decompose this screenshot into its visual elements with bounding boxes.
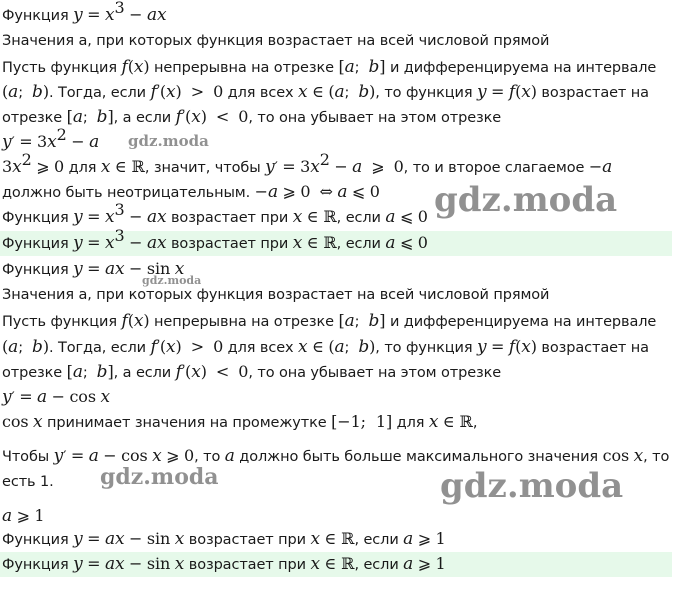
part2-subtitle: Значения a, при которых функция возрастает на всей числовой прямой: [2, 287, 550, 303]
part2-line6: cos x принимает значения на промежутке [−1; 1] для x ∈ ℝ,: [2, 412, 478, 432]
part1-subtitle: Значения a, при которых функция возрастает на всей числовой прямой: [2, 33, 550, 49]
part2-theory-line2: (a; b). Тогда, если f′(x) > 0 для всех x ∈ (a; b), то функция y = f(x) возрастает на: [2, 337, 649, 357]
part1-derivative: $y' = 3x^2 - a$: [2, 125, 100, 152]
part1-theory-line1: Пусть функция f(x) непрерывна на отрезке [a; b] и дифференцируема на интервале: [2, 57, 657, 77]
part2-line7: Чтобы y′ = a − cos x ⩾ 0, то a должно быть больше максимального значения cos x, то: [2, 446, 670, 466]
part1-conclusion: Функция $y = x^3$ − ax возрастает при x ∈ ℝ, если a ⩽ 0: [2, 200, 428, 227]
part1-theory-line3: отрезке [a; b], а если f′(x) < 0, то она убывает на этом отрезке: [2, 107, 502, 127]
part2-line8: есть 1.: [2, 474, 54, 490]
part2-title: Функция y = ax − sin x: [2, 259, 185, 279]
part1-title: Функция $y = x^3$ − ax: [2, 0, 167, 25]
watermark-logo: gdz.moda: [434, 180, 618, 220]
part1-theory-line2: (a; b). Тогда, если f′(x) > 0 для всех x ∈ (a; b), то функция y = f(x) возрастает на: [2, 82, 649, 102]
part2-answer: Функция y = ax − sin x возрастает при x ∈ ℝ, если a ⩾ 1: [2, 554, 446, 574]
watermark-logo: gdz.moda: [142, 274, 202, 287]
watermark-logo: gdz.moda: [128, 132, 209, 150]
part2-result: a ⩾ 1: [2, 506, 45, 526]
part2-theory-line1: Пусть функция f(x) непрерывна на отрезке [a; b] и дифференцируема на интервале: [2, 311, 657, 331]
part2-conclusion: Функция y = ax − sin x возрастает при x ∈ ℝ, если a ⩾ 1: [2, 529, 446, 549]
part1-line6: $3x^2$ ⩾ 0 для x ∈ ℝ, значит, чтобы $y' = 3x^2 - a$ ⩾ 0, то и второе слагаемое −a: [2, 150, 613, 177]
part1-answer: Функция $y = x^3$ − ax возрастает при x ∈ ℝ, если a ⩽ 0: [2, 226, 428, 253]
part1-line7: должно быть неотрицательным. −a ⩾ 0 ⇔ a ⩽ 0: [2, 182, 380, 202]
part2-theory-line3: отрезке [a; b], а если f′(x) < 0, то она убывает на этом отрезке: [2, 362, 502, 382]
watermark-logo: gdz.moda: [440, 466, 624, 506]
watermark-logo: gdz.moda: [100, 464, 219, 490]
part2-derivative: y′ = a − cos x: [2, 387, 110, 407]
